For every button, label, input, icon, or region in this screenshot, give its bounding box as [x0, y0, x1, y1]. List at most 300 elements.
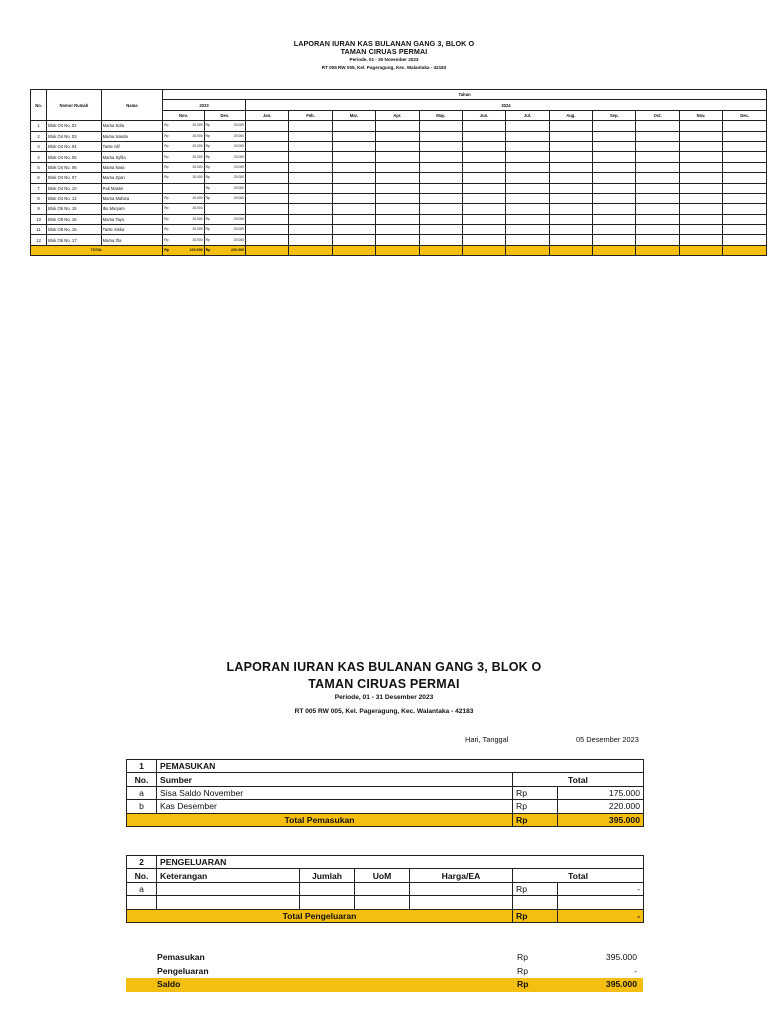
table-row [31, 193, 767, 203]
row-month-2024-cell [462, 225, 505, 235]
row-month-2024-cell [462, 204, 505, 214]
total-nov-2023 [163, 245, 204, 255]
row-month-2024-cell [332, 173, 375, 183]
row-month-2024-cell [376, 173, 419, 183]
month-2024-header: Nov. [679, 110, 722, 120]
month-2024-header: Jul. [506, 110, 549, 120]
report1-title: LAPORAN IURAN KAS BULANAN GANG 3, BLOK O [293, 39, 475, 48]
total-month-2024-cell [506, 245, 549, 255]
expense-row-rp: Rp [513, 882, 558, 895]
row-name: Mama Ifra [101, 235, 163, 245]
total-month-2024-cell [549, 245, 592, 255]
month-2024-header: Jun. [462, 110, 505, 120]
row-number: 9 [31, 204, 47, 214]
row-number: 8 [31, 193, 47, 203]
income-total-value: 395.000 [558, 813, 644, 826]
row-month-2024-cell [419, 225, 462, 235]
row-month-2024-cell [549, 131, 592, 141]
row-month-2024-cell [332, 214, 375, 224]
row-month-2024-cell [549, 173, 592, 183]
expense-col-desc: Keterangan [157, 869, 300, 882]
row-month-2024-cell [462, 183, 505, 193]
row-month-2024-cell [376, 131, 419, 141]
month-2024-header: Apr. [376, 110, 419, 120]
row-month-2024-cell [679, 183, 722, 193]
row-nov-2023 [163, 141, 204, 151]
row-name: Mama Nanda [101, 131, 163, 141]
row-month-2024-cell [332, 152, 375, 162]
row-des-2023 [204, 235, 245, 245]
amount-value: 220.000 [230, 248, 244, 253]
expense-empty-cell [558, 896, 644, 909]
row-number: 5 [31, 162, 47, 172]
row-month-2024-cell [549, 121, 592, 131]
currency-label: Rp [205, 154, 210, 159]
currency-label: Rp [164, 154, 169, 159]
row-month-2024-cell [245, 204, 288, 214]
income-row-rp: Rp [513, 800, 558, 813]
row-month-2024-cell [593, 141, 636, 151]
expense-total-label: Total Pengeluaran [127, 909, 513, 922]
row-number: 2 [31, 131, 47, 141]
row-name: Mama Sofa [101, 121, 163, 131]
expense-row-qty [300, 882, 355, 895]
row-des-2023 [204, 214, 245, 224]
row-month-2024-cell [679, 162, 722, 172]
row-house: Blok O4 No. 06 [47, 162, 102, 172]
row-month-2024-cell [419, 152, 462, 162]
expense-row-uom [355, 882, 410, 895]
amount-value: 20.000 [192, 133, 203, 138]
row-house: Blok O4 No. 02 [47, 121, 102, 131]
row-month-2024-cell [593, 152, 636, 162]
expense-total-rp: Rp [513, 909, 558, 922]
currency-label: Rp [164, 227, 169, 232]
row-month-2024-cell [723, 173, 767, 183]
amount-value: 20.000 [233, 133, 244, 138]
row-month-2024-cell [549, 183, 592, 193]
row-month-2024-cell [593, 204, 636, 214]
row-month-2024-cell [636, 235, 679, 245]
row-nov-2023 [163, 235, 204, 245]
table-row [31, 204, 767, 214]
report2-title: LAPORAN IURAN KAS BULANAN GANG 3, BLOK O [226, 660, 542, 674]
row-month-2024-cell [419, 131, 462, 141]
row-month-2024-cell [289, 214, 332, 224]
row-month-2024-cell [419, 141, 462, 151]
table-row [31, 152, 767, 162]
row-month-2024-cell [636, 152, 679, 162]
row-number: 11 [31, 225, 47, 235]
amount-value: 20.000 [233, 185, 244, 190]
summary-expense-rp: Rp [517, 965, 528, 976]
row-month-2024-cell [549, 162, 592, 172]
row-month-2024-cell [376, 235, 419, 245]
row-month-2024-cell [462, 152, 505, 162]
row-month-2024-cell [332, 225, 375, 235]
row-month-2024-cell [462, 131, 505, 141]
total-month-2024-cell [245, 245, 288, 255]
row-month-2024-cell [245, 173, 288, 183]
row-month-2024-cell [549, 141, 592, 151]
income-total-rp: Rp [513, 813, 558, 826]
row-month-2024-cell [593, 193, 636, 203]
currency-label: Rp [164, 144, 169, 149]
col-name-header: Nama [101, 90, 163, 121]
row-month-2024-cell [636, 214, 679, 224]
row-month-2024-cell [679, 214, 722, 224]
expense-empty-cell [300, 896, 355, 909]
expense-empty-cell [127, 896, 157, 909]
row-house: Blok O4 No. 07 [47, 173, 102, 183]
amount-value: 20.000 [192, 164, 203, 169]
currency-label: Rp [205, 196, 210, 201]
row-month-2024-cell [289, 162, 332, 172]
income-col-source: Sumber [157, 773, 513, 786]
total-month-2024-cell [723, 245, 767, 255]
row-month-2024-cell [376, 204, 419, 214]
row-des-2023 [204, 204, 245, 214]
expense-col-total: Total [513, 869, 644, 882]
row-name: Tante Siska [101, 225, 163, 235]
summary-saldo-rp: Rp [517, 979, 529, 989]
row-name: Ibu Maryam [101, 204, 163, 214]
summary-income-label: Pemasukan [157, 952, 205, 962]
row-des-2023 [204, 225, 245, 235]
expense-row-value: - [558, 882, 644, 895]
currency-label: Rp [205, 216, 210, 221]
row-number: 10 [31, 214, 47, 224]
income-row-source: Sisa Saldo November [157, 786, 513, 799]
row-number: 4 [31, 152, 47, 162]
table-row [31, 183, 767, 193]
row-month-2024-cell [289, 225, 332, 235]
row-house: Blok O6 No. 17 [47, 235, 102, 245]
row-house: Blok O4 No. 05 [47, 152, 102, 162]
month-2024-header: Sep. [593, 110, 636, 120]
currency-label: Rp [205, 248, 211, 253]
row-month-2024-cell [636, 193, 679, 203]
row-number: 12 [31, 235, 47, 245]
row-house: Blok O4 No. 03 [47, 131, 102, 141]
amount-value: 20.000 [192, 206, 203, 211]
row-month-2024-cell [245, 235, 288, 245]
expense-col-qty: Jumlah [300, 869, 355, 882]
summary-income-value: 395.000 [605, 952, 637, 962]
row-des-2023 [204, 173, 245, 183]
row-number: 1 [31, 121, 47, 131]
expense-section-number: 2 [127, 856, 157, 869]
row-month-2024-cell [462, 173, 505, 183]
row-month-2024-cell [723, 141, 767, 151]
row-month-2024-cell [506, 214, 549, 224]
row-month-2024-cell [506, 193, 549, 203]
row-des-2023 [204, 162, 245, 172]
expense-row-no: a [127, 882, 157, 895]
row-name: Mama Tayo [101, 214, 163, 224]
row-month-2024-cell [506, 131, 549, 141]
month-2024-header: Feb. [289, 110, 332, 120]
report2-address: RT 005 RW 005, Kel. Pageragung, Kec. Walantaka - 42183 [294, 708, 474, 715]
table-row [31, 131, 767, 141]
row-month-2024-cell [593, 131, 636, 141]
row-month-2024-cell [593, 214, 636, 224]
row-month-2024-cell [636, 183, 679, 193]
row-des-2023 [204, 141, 245, 151]
row-month-2024-cell [593, 121, 636, 131]
row-des-2023 [204, 193, 245, 203]
expense-col-no: No. [127, 869, 157, 882]
row-month-2024-cell [245, 141, 288, 151]
row-month-2024-cell [332, 162, 375, 172]
row-month-2024-cell [245, 121, 288, 131]
row-nov-2023 [163, 131, 204, 141]
total-des-2023 [204, 245, 245, 255]
amount-value: 20.000 [192, 175, 203, 180]
row-month-2024-cell [419, 204, 462, 214]
row-month-2024-cell [636, 131, 679, 141]
total-month-2024-cell [636, 245, 679, 255]
total-label: TOTAL [31, 245, 163, 255]
row-nov-2023 [163, 193, 204, 203]
row-month-2024-cell [636, 121, 679, 131]
amount-value: 20.000 [233, 227, 244, 232]
row-month-2024-cell [332, 121, 375, 131]
row-month-2024-cell [419, 235, 462, 245]
row-month-2024-cell [593, 225, 636, 235]
row-month-2024-cell [332, 131, 375, 141]
income-section-number: 1 [127, 760, 157, 773]
row-month-2024-cell [332, 204, 375, 214]
row-house: Blok O6 No. 16 [47, 225, 102, 235]
row-month-2024-cell [506, 162, 549, 172]
table-row [31, 235, 767, 245]
row-month-2024-cell [723, 152, 767, 162]
row-month-2024-cell [636, 225, 679, 235]
row-month-2024-cell [376, 193, 419, 203]
amount-value: 20.000 [233, 216, 244, 221]
date-value: 05 Desember 2023 [576, 735, 639, 744]
row-nov-2023 [163, 152, 204, 162]
row-month-2024-cell [245, 225, 288, 235]
amount-value: 20.000 [233, 237, 244, 242]
currency-label: Rp [164, 237, 169, 242]
row-month-2024-cell [419, 193, 462, 203]
table-row [31, 173, 767, 183]
summary-saldo-row [126, 978, 643, 992]
row-nov-2023 [163, 162, 204, 172]
row-number: 7 [31, 183, 47, 193]
col-no-header: No. [31, 90, 47, 121]
row-number: 3 [31, 141, 47, 151]
total-month-2024-cell [332, 245, 375, 255]
amount-value: 20.000 [233, 123, 244, 128]
row-month-2024-cell [289, 204, 332, 214]
amount-value: 20.000 [192, 216, 203, 221]
month-2024-header: Dec. [723, 110, 767, 120]
summary-block [126, 951, 643, 992]
currency-label: Rp [164, 216, 169, 221]
income-col-no: No. [127, 773, 157, 786]
col-house-header: Nomor Rumah [47, 90, 102, 121]
row-house: Blok O4 No. 12 [47, 193, 102, 203]
currency-label: Rp [205, 144, 210, 149]
row-month-2024-cell [289, 152, 332, 162]
income-total-label: Total Pemasukan [127, 813, 513, 826]
row-month-2024-cell [419, 162, 462, 172]
row-name: Tante Alif [101, 141, 163, 151]
row-month-2024-cell [679, 173, 722, 183]
row-nov-2023 [163, 121, 204, 131]
amount-value: 20.000 [192, 227, 203, 232]
month-2024-header: Oct. [636, 110, 679, 120]
income-row-rp: Rp [513, 786, 558, 799]
row-month-2024-cell [245, 214, 288, 224]
amount-value: 20.000 [192, 154, 203, 159]
row-month-2024-cell [332, 183, 375, 193]
summary-expense-row [126, 965, 643, 979]
total-month-2024-cell [679, 245, 722, 255]
currency-label: Rp [205, 227, 210, 232]
table-row [31, 162, 767, 172]
row-house: Blok O5 No. 16 [47, 214, 102, 224]
month-2023-header: Des. [204, 110, 245, 120]
row-month-2024-cell [506, 235, 549, 245]
report1-address: RT 005 RW 005, Kel. Pageragung, Kec. Walantaka - 42183 [321, 65, 447, 70]
currency-label: Rp [164, 123, 169, 128]
month-2023-header: Nov. [163, 110, 204, 120]
summary-saldo-label: Saldo [157, 979, 181, 989]
row-month-2024-cell [332, 141, 375, 151]
currency-label: Rp [164, 133, 169, 138]
currency-label: Rp [164, 206, 169, 211]
row-month-2024-cell [549, 214, 592, 224]
row-month-2024-cell [462, 162, 505, 172]
table-row [31, 141, 767, 151]
total-row [31, 245, 767, 255]
income-row-no: a [127, 786, 157, 799]
row-name: Mama Nara [101, 162, 163, 172]
row-month-2024-cell [549, 204, 592, 214]
row-month-2024-cell [549, 193, 592, 203]
row-month-2024-cell [289, 193, 332, 203]
expense-empty-cell [157, 896, 300, 909]
expense-empty-cell [410, 896, 513, 909]
summary-saldo-value: 395.000 [605, 979, 637, 989]
row-month-2024-cell [419, 183, 462, 193]
row-month-2024-cell [419, 173, 462, 183]
row-month-2024-cell [462, 141, 505, 151]
amount-value: 20.000 [233, 144, 244, 149]
report2-period: Periode, 01 - 31 Desember 2023 [334, 694, 434, 701]
row-month-2024-cell [462, 193, 505, 203]
row-month-2024-cell [593, 173, 636, 183]
row-month-2024-cell [289, 121, 332, 131]
expense-row-desc [157, 882, 300, 895]
currency-label: Rp [164, 196, 169, 201]
month-2024-header: May. [419, 110, 462, 120]
row-month-2024-cell [289, 173, 332, 183]
row-month-2024-cell [332, 193, 375, 203]
row-month-2024-cell [419, 214, 462, 224]
row-month-2024-cell [723, 225, 767, 235]
expense-table [126, 855, 644, 923]
row-month-2024-cell [723, 131, 767, 141]
expense-row-price [410, 882, 513, 895]
row-month-2024-cell [636, 204, 679, 214]
row-month-2024-cell [723, 204, 767, 214]
income-col-total: Total [513, 773, 644, 786]
table-row [31, 214, 767, 224]
row-month-2024-cell [593, 183, 636, 193]
amount-value: 20.000 [192, 196, 203, 201]
amount-value: 20.000 [192, 144, 203, 149]
row-house: Blok O5 No. 15 [47, 204, 102, 214]
year-2024-header: 2024 [245, 100, 766, 110]
row-month-2024-cell [506, 173, 549, 183]
row-name: Pak Mastin [101, 183, 163, 193]
row-month-2024-cell [506, 183, 549, 193]
row-nov-2023 [163, 214, 204, 224]
amount-value: 20.000 [192, 237, 203, 242]
currency-label: Rp [205, 123, 210, 128]
row-month-2024-cell [289, 141, 332, 151]
row-nov-2023 [163, 225, 204, 235]
year-2023-header: 2023 [163, 100, 246, 110]
row-month-2024-cell [593, 235, 636, 245]
summary-income-row [126, 951, 643, 965]
row-month-2024-cell [419, 121, 462, 131]
currency-label: Rp [164, 175, 169, 180]
month-2024-header: Mar. [332, 110, 375, 120]
row-month-2024-cell [332, 235, 375, 245]
row-month-2024-cell [723, 162, 767, 172]
row-month-2024-cell [245, 152, 288, 162]
row-month-2024-cell [506, 152, 549, 162]
row-month-2024-cell [679, 131, 722, 141]
income-row-value: 175.000 [558, 786, 644, 799]
row-nov-2023 [163, 173, 204, 183]
row-month-2024-cell [245, 193, 288, 203]
report1-subtitle: TAMAN CIRUAS PERMAI [340, 47, 428, 56]
row-month-2024-cell [636, 162, 679, 172]
month-2024-header: Jan. [245, 110, 288, 120]
summary-expense-value: - [634, 965, 637, 976]
expense-empty-cell [355, 896, 410, 909]
row-month-2024-cell [723, 193, 767, 203]
row-month-2024-cell [723, 121, 767, 131]
row-month-2024-cell [636, 173, 679, 183]
row-month-2024-cell [679, 235, 722, 245]
income-row-no: b [127, 800, 157, 813]
row-des-2023 [204, 131, 245, 141]
table-row [31, 121, 767, 131]
total-month-2024-cell [419, 245, 462, 255]
row-month-2024-cell [376, 183, 419, 193]
row-month-2024-cell [549, 225, 592, 235]
row-month-2024-cell [245, 131, 288, 141]
currency-label: Rp [205, 185, 210, 190]
row-month-2024-cell [245, 183, 288, 193]
currency-label: Rp [205, 237, 210, 242]
row-month-2024-cell [679, 121, 722, 131]
row-month-2024-cell [462, 121, 505, 131]
row-month-2024-cell [245, 162, 288, 172]
row-month-2024-cell [549, 235, 592, 245]
row-month-2024-cell [506, 121, 549, 131]
row-month-2024-cell [679, 152, 722, 162]
row-house: Blok O4 No. 04 [47, 141, 102, 151]
